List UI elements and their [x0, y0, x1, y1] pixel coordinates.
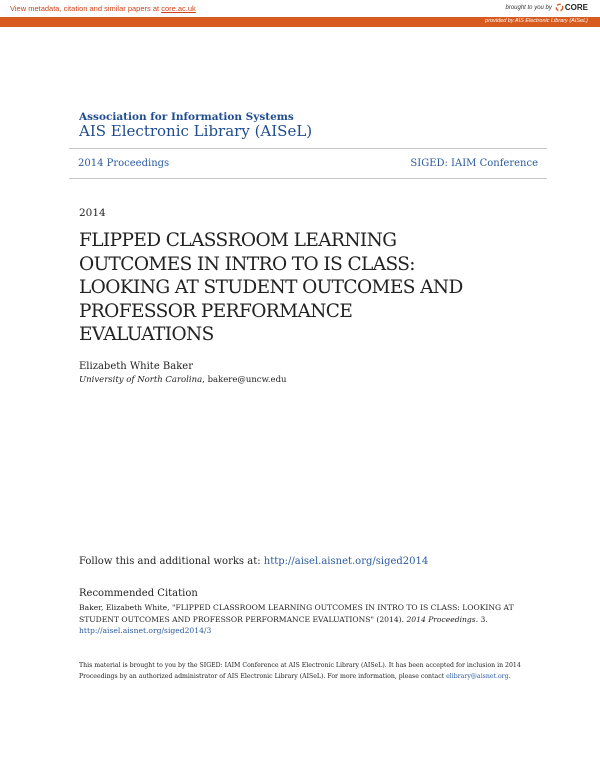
core-brand[interactable]	[506, 3, 589, 12]
paper-title	[79, 229, 549, 347]
divider-bottom	[69, 178, 547, 179]
library-name[interactable]: AIS Electronic Library (AISeL)	[79, 122, 313, 140]
core-metadata-link[interactable]	[10, 4, 196, 13]
title-line: FLIPPED CLASSROOM LEARNING	[79, 230, 397, 251]
citation-text	[79, 602, 549, 637]
contact-email-link[interactable]: elibrary@aisnet.org	[446, 673, 509, 680]
follow-label: Follow this and additional works at:	[79, 556, 264, 567]
title-line: OUTCOMES IN INTRO TO IS CLASS:	[79, 253, 415, 275]
core-banner	[0, 0, 600, 16]
core-view-text: View metadata, citation and similar papers at	[10, 4, 162, 13]
conference-link[interactable]: SIGED: IAIM Conference	[410, 158, 538, 169]
title-line: EVALUATIONS	[79, 324, 214, 345]
collection-link[interactable]: 2014 Proceedings	[78, 158, 170, 169]
title-line: PROFESSOR PERFORMANCE	[79, 300, 353, 322]
follow-line	[79, 556, 428, 567]
citation-link[interactable]: http://aisel.aisnet.org/siged2014/3	[79, 626, 212, 635]
notice-text: This material is brought to you by the SIGED: IAIM Conference at AIS Electronic Library (AISeL). It has been accepted for inclusion in 2014 Proceedings by an authorized administrator of AIS Electronic Library (AISeL). For more information, please contact	[79, 662, 521, 680]
affiliation-email: , bakere@uncw.edu	[202, 375, 287, 385]
author-affiliation	[79, 375, 286, 385]
citation-proceedings: 2014 Proceedings	[406, 614, 476, 624]
author-name: Elizabeth White Baker	[79, 361, 193, 372]
publication-year: 2014	[79, 207, 106, 219]
title-line: LOOKING AT STUDENT OUTCOMES AND	[79, 277, 463, 298]
org-name[interactable]: Association for Information Systems	[79, 111, 294, 123]
core-domain-link[interactable]: core.ac.uk	[161, 4, 196, 13]
follow-link[interactable]: http://aisel.aisnet.org/siged2014	[263, 556, 429, 567]
citation-heading: Recommended Citation	[79, 588, 198, 599]
brought-to-you-text: brought to you by	[505, 4, 552, 11]
core-logo-text: CORE	[564, 3, 588, 12]
usage-notice	[79, 660, 549, 682]
notice-end: .	[508, 673, 511, 680]
provided-by-text: provided by AIS Electronic Library (AISeL)	[485, 18, 588, 24]
core-logo	[555, 3, 588, 12]
citation-number: . 3.	[475, 614, 488, 624]
core-logo-icon	[555, 3, 564, 12]
citation-main: Baker, Elizabeth White, "FLIPPED CLASSROOM LEARNING OUTCOMES IN INTRO TO IS CLASS: LOOKING AT STUDENT OUTCOMES AND PROFESSOR PERFORMANCE EVALUATIONS" (2014).	[79, 603, 514, 624]
affiliation-institution: University of North Carolina	[79, 375, 203, 385]
divider-top	[69, 148, 547, 149]
